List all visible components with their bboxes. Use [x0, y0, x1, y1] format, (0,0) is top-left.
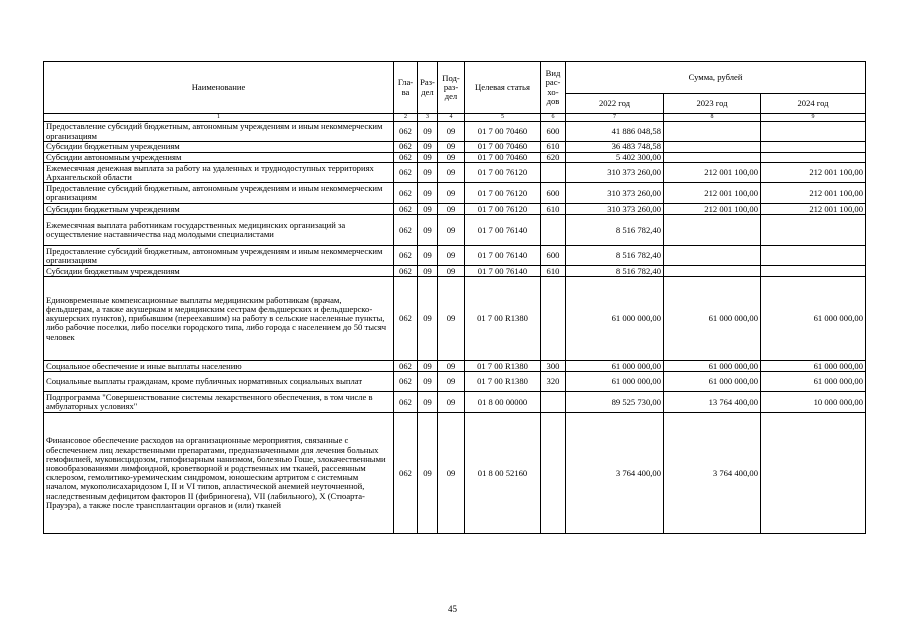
column-number: 7	[566, 114, 664, 122]
row-sum-2024: 212 001 100,00	[761, 183, 866, 204]
table-row	[44, 163, 866, 183]
table-header	[44, 62, 866, 122]
row-statya: 01 7 00 76120	[465, 204, 541, 215]
row-sum-2022: 310 373 260,00	[566, 183, 664, 204]
column-number: 1	[44, 114, 394, 122]
row-statya: 01 7 00 R1380	[465, 372, 541, 392]
row-podrazdel: 09	[438, 246, 465, 266]
row-statya: 01 7 00 70460	[465, 153, 541, 163]
budget-table	[43, 61, 866, 534]
row-glava: 062	[394, 266, 418, 277]
row-podrazdel: 09	[438, 361, 465, 372]
row-podrazdel: 09	[438, 215, 465, 246]
row-sum-2023: 61 000 000,00	[664, 361, 761, 372]
row-sum-2022: 8 516 782,40	[566, 215, 664, 246]
row-sum-2024: 212 001 100,00	[761, 204, 866, 215]
header-name: Наименование	[44, 62, 394, 114]
row-vid: 600	[541, 183, 566, 204]
row-sum-2022: 310 373 260,00	[566, 204, 664, 215]
row-vid: 300	[541, 361, 566, 372]
row-razdel: 09	[418, 361, 438, 372]
row-glava: 062	[394, 122, 418, 142]
row-sum-2023: 212 001 100,00	[664, 204, 761, 215]
row-sum-2023	[664, 122, 761, 142]
row-sum-2022: 5 402 300,00	[566, 153, 664, 163]
header-statya: Целевая статья	[465, 62, 541, 114]
row-podrazdel: 09	[438, 142, 465, 153]
row-vid: 610	[541, 266, 566, 277]
row-name: Подпрограмма "Совершенствование системы лекарственного обеспечения, в том числе в амбулаторных условиях"	[44, 392, 394, 413]
row-sum-2024	[761, 153, 866, 163]
row-name: Социальные выплаты гражданам, кроме публичных нормативных социальных выплат	[44, 372, 394, 392]
row-sum-2023	[664, 153, 761, 163]
row-glava: 062	[394, 204, 418, 215]
row-razdel: 09	[418, 277, 438, 361]
table-row	[44, 142, 866, 153]
row-sum-2024: 212 001 100,00	[761, 163, 866, 183]
table-row	[44, 183, 866, 204]
table-row	[44, 361, 866, 372]
column-number: 5	[465, 114, 541, 122]
row-sum-2022: 41 886 048,58	[566, 122, 664, 142]
row-name: Предоставление субсидий бюджетным, автономным учреждениям и иным некоммерческим организациям	[44, 122, 394, 142]
row-razdel: 09	[418, 153, 438, 163]
row-podrazdel: 09	[438, 163, 465, 183]
row-statya: 01 8 00 00000	[465, 392, 541, 413]
column-number: 6	[541, 114, 566, 122]
row-vid	[541, 215, 566, 246]
row-glava: 062	[394, 142, 418, 153]
row-sum-2024: 61 000 000,00	[761, 277, 866, 361]
row-sum-2022: 36 483 748,58	[566, 142, 664, 153]
row-podrazdel: 09	[438, 153, 465, 163]
row-name: Ежемесячная выплата работникам государственных медицинских организаций за осуществление наставничества над молодыми специалистами	[44, 215, 394, 246]
row-glava: 062	[394, 215, 418, 246]
row-glava: 062	[394, 361, 418, 372]
row-sum-2023: 212 001 100,00	[664, 163, 761, 183]
table-row	[44, 413, 866, 534]
row-sum-2024	[761, 142, 866, 153]
row-podrazdel: 09	[438, 392, 465, 413]
row-sum-2024: 61 000 000,00	[761, 361, 866, 372]
row-statya: 01 7 00 76140	[465, 246, 541, 266]
row-statya: 01 7 00 70460	[465, 142, 541, 153]
row-podrazdel: 09	[438, 413, 465, 534]
row-vid: 610	[541, 204, 566, 215]
row-sum-2023: 212 001 100,00	[664, 183, 761, 204]
page-number: 45	[448, 604, 457, 614]
table-row	[44, 122, 866, 142]
header-podrazdel: Под-раз-дел	[438, 62, 465, 114]
row-razdel: 09	[418, 246, 438, 266]
table-row	[44, 372, 866, 392]
row-sum-2023: 61 000 000,00	[664, 372, 761, 392]
row-sum-2023: 3 764 400,00	[664, 413, 761, 534]
row-statya: 01 7 00 76140	[465, 266, 541, 277]
header-glava: Гла-ва	[394, 62, 418, 114]
header-year-2023: 2023 год	[664, 94, 761, 114]
row-razdel: 09	[418, 266, 438, 277]
row-glava: 062	[394, 153, 418, 163]
row-razdel: 09	[418, 163, 438, 183]
header-year-2022: 2022 год	[566, 94, 664, 114]
row-podrazdel: 09	[438, 122, 465, 142]
column-number: 8	[664, 114, 761, 122]
row-sum-2024: 61 000 000,00	[761, 372, 866, 392]
row-sum-2022: 310 373 260,00	[566, 163, 664, 183]
row-razdel: 09	[418, 122, 438, 142]
table-row	[44, 215, 866, 246]
row-sum-2022: 61 000 000,00	[566, 361, 664, 372]
row-statya: 01 7 00 R1380	[465, 361, 541, 372]
table-row	[44, 392, 866, 413]
row-vid: 320	[541, 372, 566, 392]
row-vid: 620	[541, 153, 566, 163]
row-name: Социальное обеспечение и иные выплаты населению	[44, 361, 394, 372]
row-vid: 600	[541, 122, 566, 142]
row-vid	[541, 392, 566, 413]
header-razdel: Раз-дел	[418, 62, 438, 114]
row-name: Субсидии бюджетным учреждениям	[44, 204, 394, 215]
row-vid: 610	[541, 142, 566, 153]
column-number: 4	[438, 114, 465, 122]
row-name: Финансовое обеспечение расходов на организационные мероприятия, связанные с обеспечением лиц лекарственными препаратами, предназначенными для лечения больных гемофилией, муковисцидозом, гипофизарным нанизмом, болезнью Гоше, злокачественными новообразованиями лимфоидной, кроветворной и родственных им тканей, рассеянным склерозом, гемолитико-уремическим синдромом, юношеским артритом с системным началом, мукополисахаридозом I, II и VI типов, апластической анемией неуточненной, наследственным дефицитом факторов II (фибриногена), VII (лабильного), X (Стюарта-Прауэра), а также после трансплантации органов и (или) тканей	[44, 413, 394, 534]
row-vid: 600	[541, 246, 566, 266]
row-glava: 062	[394, 372, 418, 392]
row-vid	[541, 413, 566, 534]
row-statya: 01 7 00 76120	[465, 163, 541, 183]
row-statya: 01 7 00 76120	[465, 183, 541, 204]
table-row	[44, 204, 866, 215]
row-sum-2024: 10 000 000,00	[761, 392, 866, 413]
row-name: Предоставление субсидий бюджетным, автономным учреждениям и иным некоммерческим организациям	[44, 246, 394, 266]
row-sum-2024	[761, 122, 866, 142]
table-row	[44, 266, 866, 277]
row-razdel: 09	[418, 215, 438, 246]
row-sum-2023	[664, 142, 761, 153]
row-name: Субсидии бюджетным учреждениям	[44, 266, 394, 277]
row-vid	[541, 163, 566, 183]
row-name: Ежемесячная денежная выплата за работу на удаленных и труднодоступных территориях Архангельской области	[44, 163, 394, 183]
table-row	[44, 153, 866, 163]
row-sum-2023: 13 764 400,00	[664, 392, 761, 413]
row-sum-2022: 89 525 730,00	[566, 392, 664, 413]
header-year-2024: 2024 год	[761, 94, 866, 114]
row-podrazdel: 09	[438, 204, 465, 215]
table-row	[44, 277, 866, 361]
column-number: 3	[418, 114, 438, 122]
column-numbers-row	[44, 114, 866, 122]
row-statya: 01 7 00 R1380	[465, 277, 541, 361]
row-razdel: 09	[418, 142, 438, 153]
row-sum-2022: 3 764 400,00	[566, 413, 664, 534]
header-vid: Вид рас-хо-дов	[541, 62, 566, 114]
row-razdel: 09	[418, 392, 438, 413]
row-name: Субсидии автономным учреждениям	[44, 153, 394, 163]
row-statya: 01 7 00 76140	[465, 215, 541, 246]
row-sum-2023	[664, 215, 761, 246]
row-sum-2024	[761, 266, 866, 277]
row-podrazdel: 09	[438, 372, 465, 392]
row-podrazdel: 09	[438, 277, 465, 361]
row-name: Предоставление субсидий бюджетным, автономным учреждениям и иным некоммерческим организациям	[44, 183, 394, 204]
row-sum-2023	[664, 266, 761, 277]
row-razdel: 09	[418, 183, 438, 204]
row-sum-2022: 8 516 782,40	[566, 266, 664, 277]
row-sum-2024	[761, 215, 866, 246]
row-sum-2022: 8 516 782,40	[566, 246, 664, 266]
row-razdel: 09	[418, 372, 438, 392]
row-name: Субсидии бюджетным учреждениям	[44, 142, 394, 153]
row-glava: 062	[394, 163, 418, 183]
row-glava: 062	[394, 392, 418, 413]
row-podrazdel: 09	[438, 183, 465, 204]
row-statya: 01 8 00 52160	[465, 413, 541, 534]
row-glava: 062	[394, 183, 418, 204]
header-summa: Сумма, рублей	[566, 62, 866, 94]
row-sum-2023: 61 000 000,00	[664, 277, 761, 361]
row-vid	[541, 277, 566, 361]
row-glava: 062	[394, 277, 418, 361]
row-name: Единовременные компенсационные выплаты медицинским работникам (врачам, фельдшерам, а также акушеркам и медицинским сестрам фельдшерских и фельдшерско-акушерских пунктов), прибывшим (переехавшим) на работу в сельские населенные пункты, либо рабочие поселки, либо поселки городского типа, либо города с населением до 50 тысяч человек	[44, 277, 394, 361]
row-sum-2022: 61 000 000,00	[566, 372, 664, 392]
row-razdel: 09	[418, 204, 438, 215]
row-statya: 01 7 00 70460	[465, 122, 541, 142]
row-glava: 062	[394, 413, 418, 534]
row-sum-2023	[664, 246, 761, 266]
row-glava: 062	[394, 246, 418, 266]
row-sum-2024	[761, 413, 866, 534]
table-body	[44, 122, 866, 534]
row-sum-2024	[761, 246, 866, 266]
column-number: 2	[394, 114, 418, 122]
row-sum-2022: 61 000 000,00	[566, 277, 664, 361]
table-row	[44, 246, 866, 266]
row-podrazdel: 09	[438, 266, 465, 277]
column-number: 9	[761, 114, 866, 122]
row-razdel: 09	[418, 413, 438, 534]
